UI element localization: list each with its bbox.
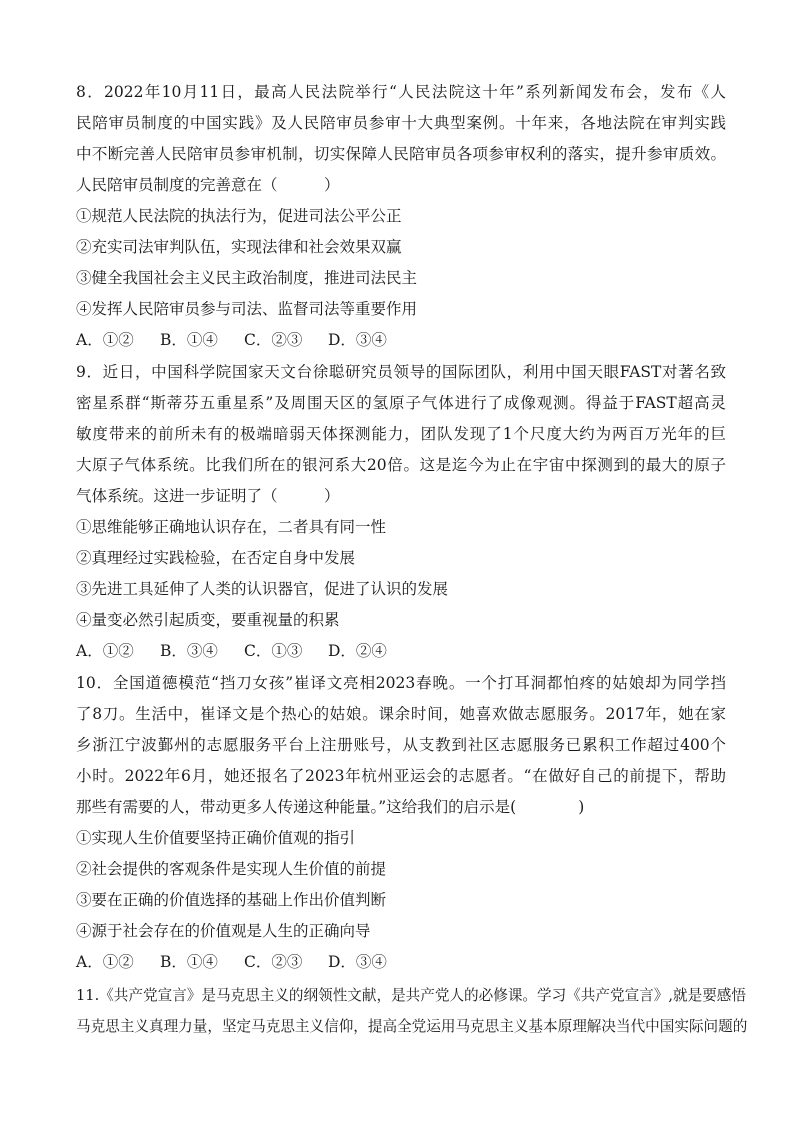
question-8-statement-1: ①规范人民法院的执法行为，促进司法公平公正	[76, 207, 402, 225]
question-9-stem-line: 气体系统。这进一步证明了（ ）	[76, 487, 340, 505]
question-9-stem-line: 密星系群“斯蒂芬五重星系”及周围天区的氢原子气体进行了成像观测。得益于FAST超高灵	[76, 394, 726, 412]
question-9-statement-1: ①思维能够正确地认识存在，二者具有同一性	[76, 518, 387, 536]
option-a: A．①②	[76, 953, 134, 971]
question-8-stem-line: 8．2022年10月11日，最高人民法院举行“人民法院这十年”系列新闻发布会，发布《人	[76, 83, 726, 101]
question-11	[76, 980, 748, 1042]
question-9-options	[76, 636, 726, 667]
question-9-statement-2: ②真理经过实践检验，在否定自身中发展	[76, 549, 356, 567]
question-10	[76, 668, 726, 978]
question-10-statement-3: ③要在正确的价值选择的基础上作出价值判断	[76, 891, 387, 909]
option-d: D．③④	[328, 331, 387, 349]
option-d: D．②④	[328, 642, 387, 660]
question-10-stem-line: 10．全国道德模范“挡刀女孩”崔译文亮相2023春晚。一个打耳洞都怕疼的姑娘却为同学挡	[76, 674, 726, 692]
question-8-statement-4: ④发挥人民陪审员参与司法、监督司法等重要作用	[76, 300, 418, 318]
option-d: D．③④	[328, 953, 387, 971]
question-10-statement-2: ②社会提供的客观条件是实现人生价值的前提	[76, 860, 387, 878]
option-c: C．①③	[244, 642, 303, 660]
option-b: B．①④	[160, 331, 218, 349]
question-10-statement-4: ④源于社会存在的价值观是人生的正确向导	[76, 922, 371, 940]
question-10-stem-line: 乡浙江宁波鄞州的志愿服务平台上注册账号，从支教到社区志愿服务已累积工作超过400个	[76, 736, 726, 754]
question-8-stem-line: 人民陪审员制度的完善意在（ ）	[76, 176, 340, 194]
question-8-options	[76, 325, 726, 356]
question-9-stem-line: 大原子气体系统。比我们所在的银河系大20倍。这是迄今为止在宇宙中探测到的最大的原子	[76, 456, 726, 474]
question-8	[76, 77, 726, 356]
option-c: C．②③	[244, 953, 303, 971]
question-10-options	[76, 947, 726, 978]
question-10-stem-line: 了8刀。生活中，崔译文是个热心的姑娘。课余时间，她喜欢做志愿服务。2017年，她在家	[76, 705, 726, 723]
option-c: C．②③	[244, 331, 303, 349]
question-8-statement-2: ②充实司法审判队伍，实现法律和社会效果双赢	[76, 238, 402, 256]
question-9	[76, 357, 726, 667]
question-10-stem-line: 小时。2022年6月，她还报名了2023年杭州亚运会的志愿者。“在做好自己的前提下，帮助	[76, 767, 726, 785]
option-b: B．①④	[160, 953, 218, 971]
question-10-statement-1: ①实现人生价值要坚持正确价值观的指引	[76, 829, 356, 847]
question-8-stem-line: 中不断完善人民陪审员参审机制，切实保障人民陪审员各项参审权利的落实，提升参审质效。	[76, 145, 726, 163]
question-9-stem-line: 敏度带来的前所未有的极端暗弱天体探测能力，团队发现了1个尺度大约为两百万光年的巨	[76, 425, 726, 443]
question-11-stem-line: 11.《共产党宣言》是马克思主义的纲领性文献，是共产党人的必修课。学习《共产党宣言》,就是要感悟	[76, 987, 746, 1004]
question-8-statement-3: ③健全我国社会主义民主政治制度，推进司法民主	[76, 269, 418, 287]
option-a: A．①②	[76, 642, 134, 660]
question-10-stem-line: 那些有需要的人，带动更多人传递这种能量。”这给我们的启示是( )	[76, 798, 585, 816]
question-9-stem-line: 9．近日，中国科学院国家天文台徐聪研究员领导的国际团队，利用中国天眼FAST对著名致	[76, 363, 726, 381]
question-9-statement-3: ③先进工具延伸了人类的认识器官，促进了认识的发展	[76, 580, 449, 598]
option-a: A．①②	[76, 331, 134, 349]
question-11-stem-line: 马克思主义真理力量，坚定马克思主义信仰，提高全党运用马克思主义基本原理解决当代中国实际问题的	[76, 1018, 748, 1035]
question-8-stem-line: 民陪审员制度的中国实践》及人民陪审员参审十大典型案例。十年来，各地法院在审判实践	[76, 114, 726, 132]
question-9-statement-4: ④量变必然引起质变，要重视量的积累	[76, 611, 340, 629]
option-b: B．③④	[160, 642, 218, 660]
